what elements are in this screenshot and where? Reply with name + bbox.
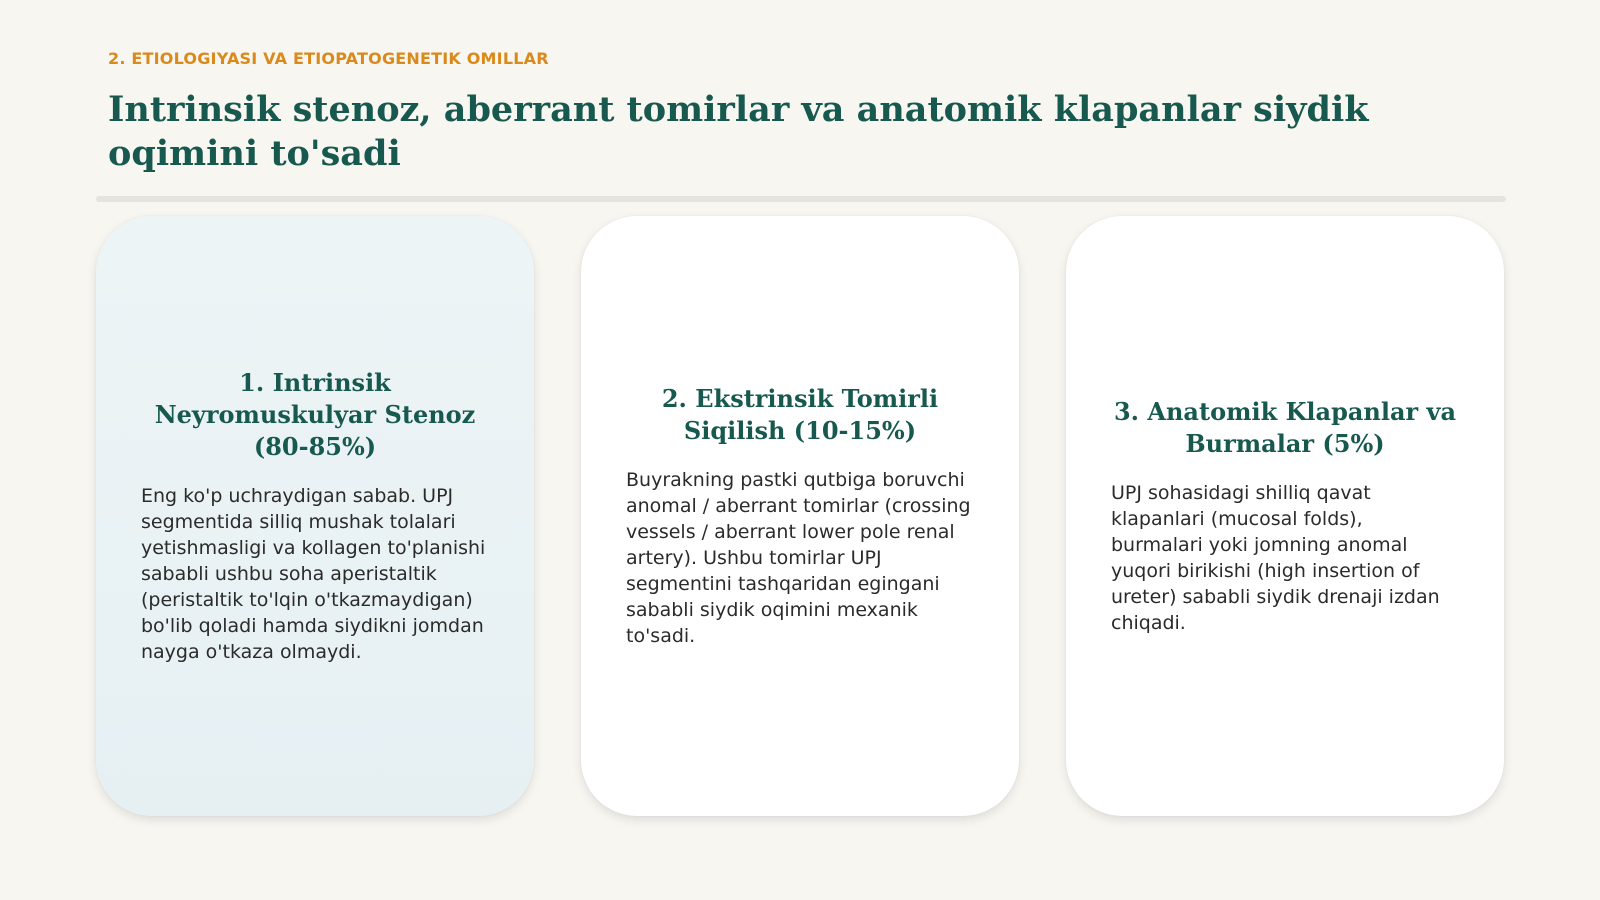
title-divider — [96, 196, 1506, 202]
page-title: Intrinsik stenoz, aberrant tomirlar va anatomik klapanlar siydik oqimini to'sadi — [108, 89, 1369, 174]
section-label: 2. ETIOLOGIYASI VA ETIOPATOGENETIK OMILLAR — [108, 49, 549, 68]
card-title: 2. Ekstrinsik Tomirli Siqilish (10-15%) — [661, 384, 939, 445]
card-anatomic-valves — [1066, 216, 1504, 816]
card-body: Buyrakning pastki qutbiga boruvchi anomal / aberrant tomirlar (crossing vessels / aberrant lower pole renal artery). Ushbu tomirlar UPJ segmentini tashqaridan egingani sababli siydik oqimini mexanik to'sadi. — [626, 469, 971, 647]
card-body: UPJ sohasidagi shilliq qavat klapanlari (mucosal folds), burmalari yoki jomning anomal yuqori birikishi (high insertion of ureter) sababli siydik drenaji izdan chiqadi. — [1111, 482, 1440, 634]
card-intrinsic-stenosis — [96, 216, 534, 816]
card-body: Eng ko'p uchraydigan sabab. UPJ segmentida silliq mushak tolalari yetishmasligi va kollagen to'planishi sababli ushbu soha aperistaltik (peristaltik to'lqin o'tkazmaydigan) bo'lib qoladi hamda siydikni jomdan nayga o'tkaza olmaydi. — [141, 485, 486, 663]
card-title: 3. Anatomik Klapanlar va Burmalar (5%) — [1113, 397, 1457, 458]
card-title: 1. Intrinsik Neyromuskulyar Stenoz (80-85%) — [154, 368, 476, 461]
card-extrinsic-vessel — [581, 216, 1019, 816]
